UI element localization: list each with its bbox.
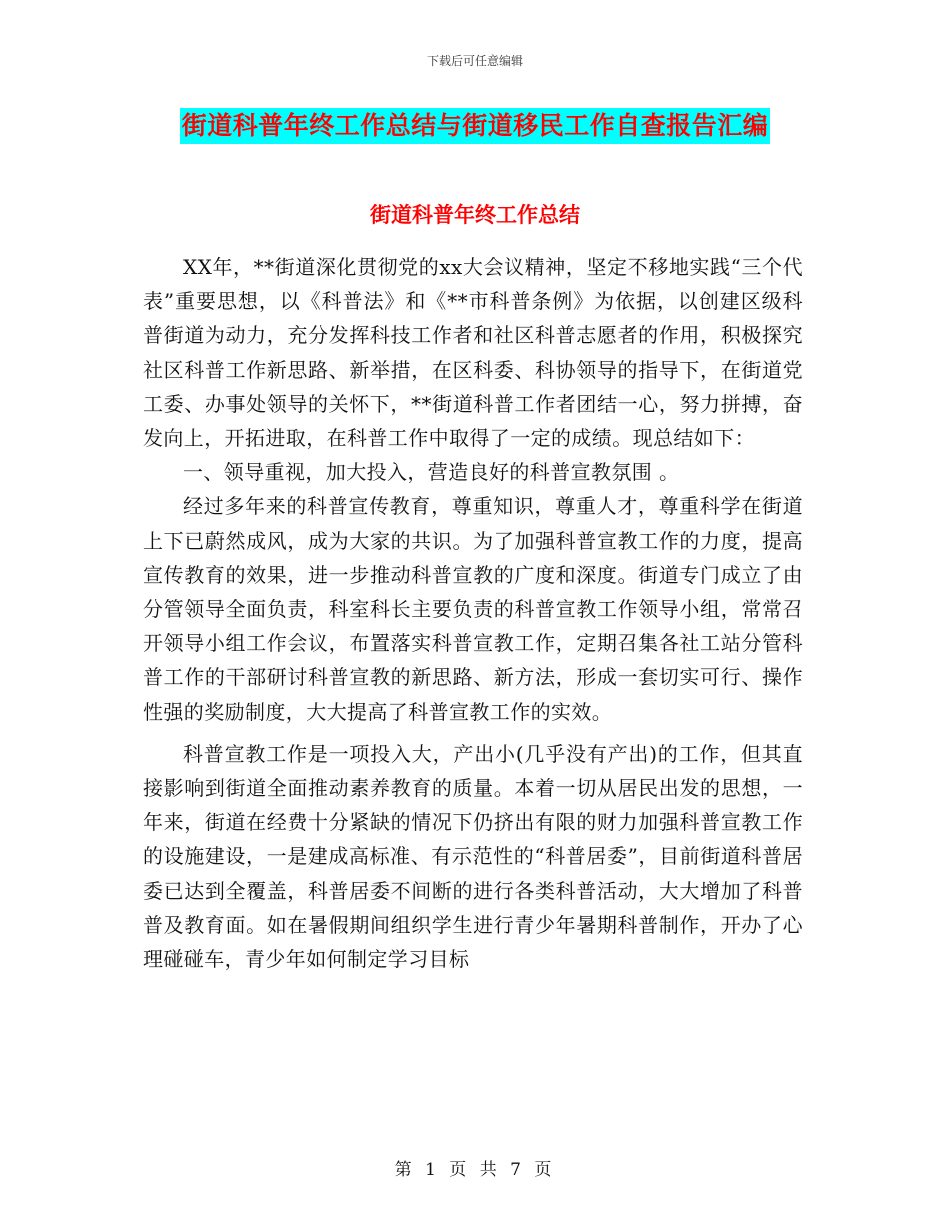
- header-note: 下载后可任意编辑: [426, 54, 523, 68]
- page-number: 第 1 页 共 7 页: [394, 1160, 556, 1180]
- paragraph-body-1: 经过多年来的科普宣传教育，尊重知识，尊重人才，尊重科学在街道上下已蔚然成风，成为大家的共识。为了加强科普宣教工作的力度，提高宣传教育的效果，进一步推动科普宣教的广度和深度。街道专门成立了由分管领导全面负责，科室科长主要负责的科普宣教工作领导小组，常常召开领导小组工作会议，布置落实科普宣教工作，定期召集各社工站分管科普工作的干部研讨科普宣教的新思路、新方法，形成一套切实可行、操作性强的奖励制度，大大提高了科普宣教工作的实效。: [143, 494, 803, 724]
- section-title: 街道科普年终工作总结: [370, 203, 580, 227]
- document-body: [143, 250, 803, 976]
- paragraph-body-2: 科普宣教工作是一项投入大，产出小(几乎没有产出)的工作，但其直接影响到街道全面推动素养教育的质量。本着一切从居民出发的思想，一年来，街道在经费十分紧缺的情况下仍挤出有限的财力加强科普宣教工作的设施建设，一是建成高标准、有示范性的“科普居委”，目前街道科普居委已达到全覆盖，科普居委不间断的进行各类科普活动，大大增加了科普普及教育面。如在暑假期间组织学生进行青少年暑期科普制作，开办了心理碰碰车，青少年如何制定学习目标: [143, 741, 803, 972]
- paragraph-intro: XX年，**街道深化贯彻党的xx大会议精神，坚定不移地实践“三个代表”重要思想，以《科普法》和《**市科普条例》为依据，以创建区级科普街道为动力，充分发挥科技工作者和社区科普志愿者的作用，积极探究社区科普工作新思路、新举措，在区科委、科协领导的指导下，在街道党工委、办事处领导的关怀下，**街道科普工作者团结一心，努力拼搏，奋发向上，开拓进取，在科普工作中取得了一定的成绩。现总结如下：: [143, 255, 803, 451]
- paragraph-heading-1: 一、领导重视，加大投入，营造良好的科普宣教氛围 。: [183, 460, 680, 485]
- main-title-container: [0, 108, 950, 144]
- main-title: 街道科普年终工作总结与街道移民工作自查报告汇编: [180, 108, 771, 144]
